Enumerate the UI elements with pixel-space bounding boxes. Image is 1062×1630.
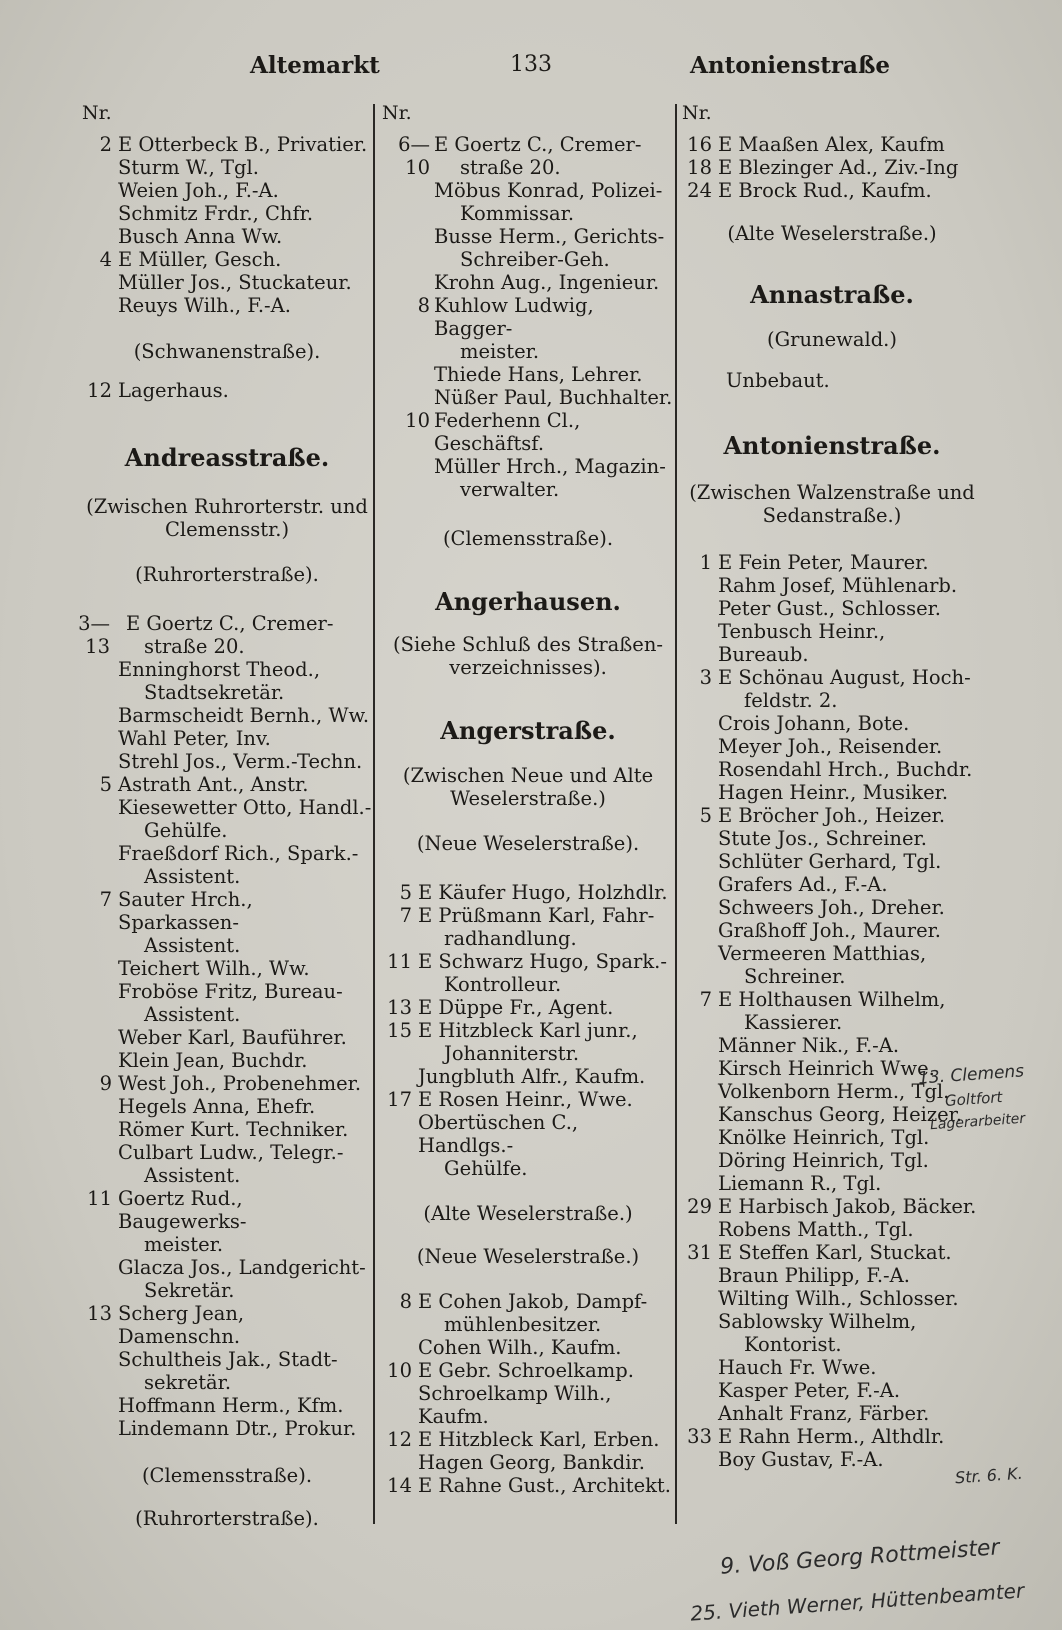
list-item: Glacza Jos., Landgericht- Sekretär. xyxy=(118,1256,366,1302)
list-item: Hagen Georg, Bankdir. xyxy=(418,1451,645,1474)
page-number: 133 xyxy=(510,52,552,77)
column-1 xyxy=(78,102,372,1530)
list-item: 6—10 E Goertz C., Cremer- straße 20. xyxy=(398,133,642,179)
list-item: 8 E Cohen Jakob, Dampf- mühlenbesitzer. xyxy=(399,1290,648,1336)
list-item: Hagen Heinr., Musiker. xyxy=(718,781,949,804)
list-item: 4 E Müller, Gesch. xyxy=(99,248,282,271)
list-item: Grafers Ad., F.-A. xyxy=(718,873,888,896)
list-item: Reuys Wilh., F.-A. xyxy=(118,294,291,317)
list-item: 13 E Düppe Fr., Agent. xyxy=(387,996,614,1019)
list-item: Sturm W., Tgl. xyxy=(118,156,259,179)
list-item: Meyer Joh., Reisender. xyxy=(718,735,943,758)
list-item: 29 E Harbisch Jakob, Bäcker. xyxy=(687,1195,977,1218)
street-note: (Zwischen Walzenstraße und Sedanstraße.) xyxy=(689,481,975,527)
list-item: Obertüschen C., Handlgs.- Gehülfe. xyxy=(418,1111,579,1180)
list-item: 16 E Maaßen Alex, Kaufm xyxy=(687,133,945,156)
list-item: Schweers Joh., Dreher. xyxy=(718,896,945,919)
street-heading: Angerstraße. xyxy=(440,716,616,745)
list-item: Kirsch Heinrich Wwe. xyxy=(718,1057,935,1080)
handwritten-note: Goltfort xyxy=(944,1088,1003,1110)
list-item: Krohn Aug., Ingenieur. xyxy=(434,271,660,294)
header-right-street: Antonienstraße xyxy=(690,52,891,79)
list-item: Nüßer Paul, Buchhalter. xyxy=(434,386,673,409)
list-item: Stute Jos., Schreiner. xyxy=(718,827,927,850)
column-divider-right xyxy=(675,104,677,1524)
list-item: Teichert Wilh., Ww. xyxy=(118,957,310,980)
street-note: (Alte Weselerstraße.) xyxy=(727,222,937,245)
list-item: 11 Goertz Rud., Baugewerks- meister. xyxy=(87,1187,247,1256)
list-item: 10 E Gebr. Schroelkamp. xyxy=(387,1359,634,1382)
street-note: (Clemensstraße). xyxy=(442,527,614,550)
list-item: Hegels Anna, Ehefr. xyxy=(118,1095,316,1118)
street-note: (Zwischen Neue und Alte Weselerstraße.) xyxy=(402,764,654,810)
handwritten-note: 13. Clemens xyxy=(917,1061,1025,1089)
list-item: Müller Jos., Stuckateur. xyxy=(118,271,352,294)
list-item: Sablowsky Wilhelm, Kontorist. xyxy=(718,1310,917,1356)
list-item: 3—13 E Goertz C., Cremer- straße 20. xyxy=(78,612,334,658)
list-item: Culbart Ludw., Telegr.- Assistent. xyxy=(118,1141,344,1187)
list-item: Müller Hrch., Magazin- verwalter. xyxy=(434,455,666,501)
handwritten-note: Str. 6. K. xyxy=(954,1463,1024,1488)
street-note: (Siehe Schluß des Straßen-verzeichnisses). xyxy=(393,633,663,679)
list-item: 5 E Bröcher Joh., Heizer. xyxy=(699,804,946,827)
list-item: Fraeßdorf Rich., Spark.- Assistent. xyxy=(118,842,359,888)
list-item: Liemann R., Tgl. xyxy=(718,1172,882,1195)
list-item: 8 Kuhlow Ludwig, Bagger- meister. xyxy=(417,294,594,363)
street-heading: Andreasstraße. xyxy=(124,443,330,472)
list-item: Anhalt Franz, Färber. xyxy=(718,1402,930,1425)
list-item: 1 E Fein Peter, Maurer. xyxy=(699,551,929,574)
street-note: (Alte Weselerstraße.) xyxy=(423,1202,633,1225)
list-item: Möbus Konrad, Polizei- Kommissar. xyxy=(434,179,663,225)
street-note: (Ruhrorterstraße). xyxy=(135,563,319,586)
list-item: 3 E Schönau August, Hoch- feldstr. 2. xyxy=(699,666,971,712)
list-item: 5 Astrath Ant., Anstr. xyxy=(99,773,309,796)
list-item: 5 E Käufer Hugo, Holzhdlr. xyxy=(399,881,668,904)
column-3 xyxy=(682,102,982,1471)
list-item: 12 Lagerhaus. xyxy=(87,379,229,402)
list-item: Cohen Wilh., Kaufm. xyxy=(418,1336,622,1359)
list-item: Barmscheidt Bernh., Ww. xyxy=(118,704,370,727)
list-item: 14 E Rahne Gust., Architekt. xyxy=(387,1474,671,1497)
list-item: Kanschus Georg, Heizer. xyxy=(718,1103,963,1126)
list-item: Strehl Jos., Verm.-Techn. xyxy=(118,750,363,773)
list-item: Rahm Josef, Mühlenarb. xyxy=(718,574,958,597)
list-item: Thiede Hans, Lehrer. xyxy=(434,363,643,386)
list-item: Hoffmann Herm., Kfm. xyxy=(118,1394,344,1417)
list-item: 24 E Brock Rud., Kaufm. xyxy=(687,179,932,202)
handwritten-note: 9. Voß Georg Rottmeister xyxy=(719,1535,1001,1580)
list-item: Knölke Heinrich, Tgl. xyxy=(718,1126,930,1149)
handwritten-note: 25. Vieth Werner, Hüttenbeamter xyxy=(689,1578,1025,1626)
list-item: Froböse Fritz, Bureau- Assistent. xyxy=(118,980,343,1026)
nr-label: Nr. xyxy=(682,102,712,124)
list-item: Männer Nik., F.-A. xyxy=(718,1034,900,1057)
street-note: (Grunewald.) xyxy=(766,328,897,351)
street-note: (Clemensstraße). xyxy=(141,1464,313,1487)
street-note: (Zwischen Ruhrorterstr. und Clemensstr.) xyxy=(86,495,368,541)
page-header xyxy=(0,52,1062,92)
list-item: Crois Johann, Bote. xyxy=(718,712,910,735)
street-note: (Ruhrorterstraße). xyxy=(135,1507,319,1530)
list-item: Busch Anna Ww. xyxy=(118,225,283,248)
list-item: Döring Heinrich, Tgl. xyxy=(718,1149,929,1172)
list-item: Boy Gustav, F.-A. xyxy=(718,1448,884,1471)
nr-label: Nr. xyxy=(82,102,112,124)
list-item: Römer Kurt. Techniker. xyxy=(118,1118,349,1141)
header-left-street: Altemarkt xyxy=(250,52,380,79)
list-item: 18 E Blezinger Ad., Ziv.-Ing xyxy=(687,156,959,179)
list-item: 7 Sauter Hrch., Sparkassen- Assistent. xyxy=(99,888,253,957)
street-note: (Neue Weselerstraße). xyxy=(416,832,640,855)
list-item: Lindemann Dtr., Prokur. xyxy=(118,1417,357,1440)
list-item: 2 E Otterbeck B., Privatier. xyxy=(99,133,368,156)
list-item: Enninghorst Theod., Stadtsekretär. xyxy=(118,658,321,704)
list-item: Weien Joh., F.-A. xyxy=(118,179,279,202)
list-item: Jungbluth Alfr., Kaufm. xyxy=(418,1065,646,1088)
list-item: Klein Jean, Buchdr. xyxy=(118,1049,308,1072)
list-item: 17 E Rosen Heinr., Wwe. xyxy=(387,1088,633,1111)
list-item: Wahl Peter, Inv. xyxy=(118,727,271,750)
street-note: (Schwanenstraße). xyxy=(133,340,321,363)
list-item: Rosendahl Hrch., Buchdr. xyxy=(718,758,973,781)
list-item: 9 West Joh., Probenehmer. xyxy=(99,1072,362,1095)
street-heading: Angerhausen. xyxy=(435,587,621,616)
list-item: Schlüter Gerhard, Tgl. xyxy=(718,850,942,873)
list-item: Schmitz Frdr., Chfr. xyxy=(118,202,314,225)
handwritten-note: Lagerarbeiter xyxy=(929,1110,1026,1134)
column-2 xyxy=(382,102,674,1497)
list-item: 12 E Hitzbleck Karl, Erben. xyxy=(387,1428,660,1451)
list-item: Tenbusch Heinr., Bureaub. xyxy=(718,620,886,666)
street-note: (Neue Weselerstraße.) xyxy=(416,1245,640,1268)
list-item: 7 E Prüßmann Karl, Fahr- radhandlung. xyxy=(399,904,655,950)
list-item: Weber Karl, Bauführer. xyxy=(118,1026,347,1049)
nr-label: Nr. xyxy=(382,102,412,124)
list-item: Wilting Wilh., Schlosser. xyxy=(718,1287,959,1310)
column-divider-left xyxy=(373,104,375,1524)
list-item: Vermeeren Matthias, Schreiner. xyxy=(718,942,927,988)
unbuilt-label: Unbebaut. xyxy=(726,369,830,392)
list-item: 33 E Rahn Herm., Althdlr. xyxy=(687,1425,945,1448)
list-item: 7 E Holthausen Wilhelm, Kassierer. xyxy=(699,988,946,1034)
list-item: Hauch Fr. Wwe. xyxy=(718,1356,877,1379)
list-item: Graßhoff Joh., Maurer. xyxy=(718,919,942,942)
list-item: 13 Scherg Jean, Damenschn. xyxy=(87,1302,245,1348)
list-item: 15 E Hitzbleck Karl junr., Johanniterstr. xyxy=(387,1019,638,1065)
list-item: Kasper Peter, F.-A. xyxy=(718,1379,901,1402)
list-item: Busse Herm., Gerichts- Schreiber-Geh. xyxy=(434,225,665,271)
list-item: 31 E Steffen Karl, Stuckat. xyxy=(687,1241,952,1264)
street-heading: Annastraße. xyxy=(750,280,914,309)
list-item: Robens Matth., Tgl. xyxy=(718,1218,914,1241)
list-item: Schroelkamp Wilh., Kaufm. xyxy=(418,1382,612,1428)
list-item: 11 E Schwarz Hugo, Spark.- Kontrolleur. xyxy=(387,950,667,996)
list-item: 10 Federhenn Cl., Geschäftsf. xyxy=(405,409,581,455)
list-item: Braun Philipp, F.-A. xyxy=(718,1264,910,1287)
list-item: Volkenborn Herm., Tgl. xyxy=(718,1080,950,1103)
street-heading: Antonienstraße. xyxy=(723,431,941,460)
list-item: Peter Gust., Schlosser. xyxy=(718,597,942,620)
list-item: Schultheis Jak., Stadt- sekretär. xyxy=(118,1348,338,1394)
list-item: Kiesewetter Otto, Handl.- Gehülfe. xyxy=(118,796,372,842)
